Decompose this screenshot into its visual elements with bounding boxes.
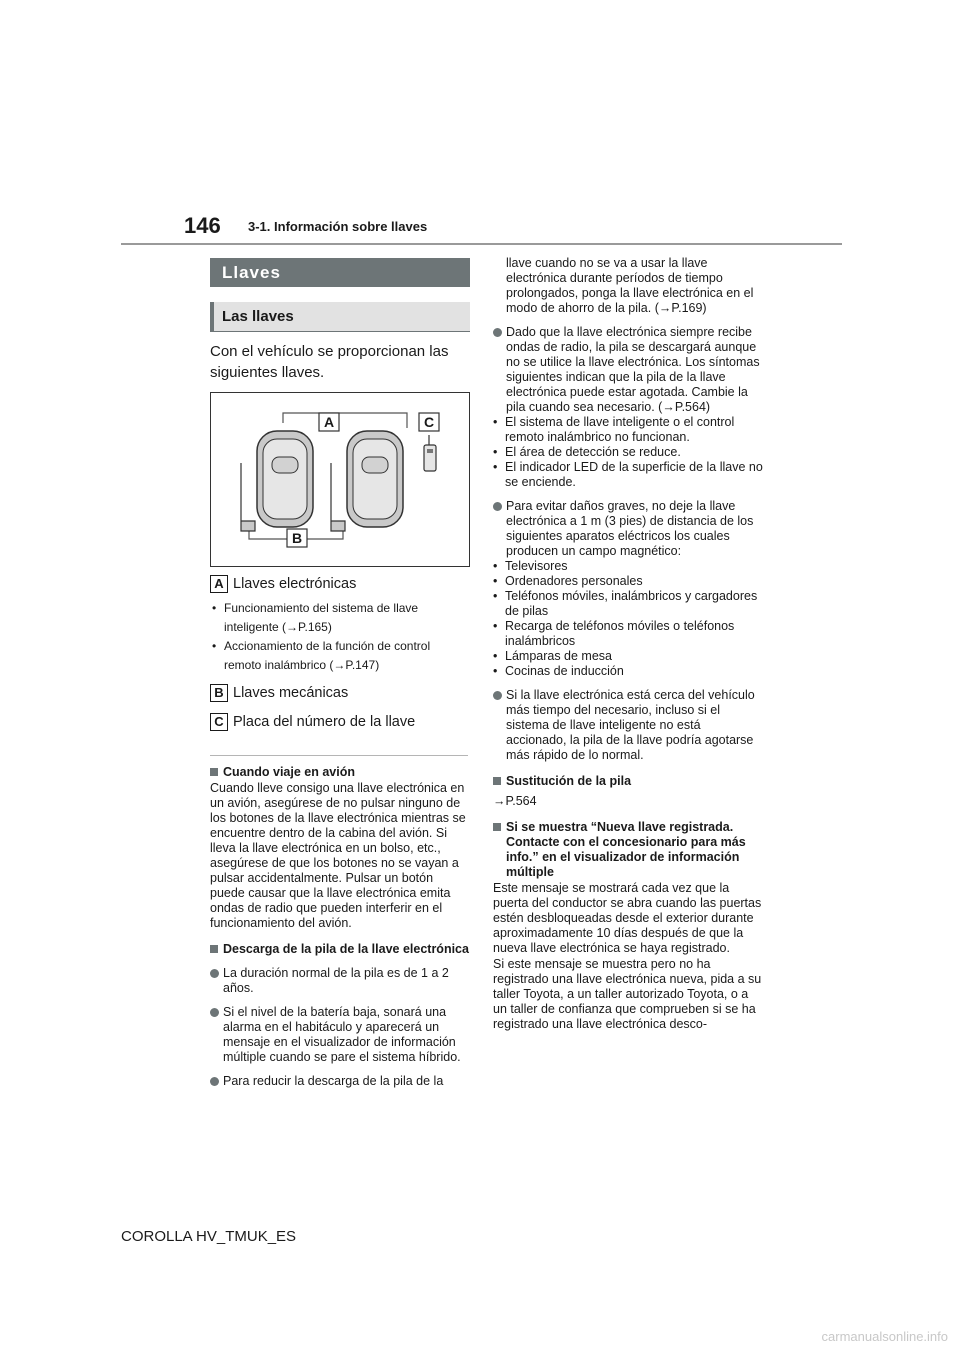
message-heading: Si se muestra “Nueva llave registrada. Contacte con el concesionario para más info.” en el visualizador de información múltiple — [493, 820, 763, 880]
list-item: • El área de detección se reduce. — [493, 445, 681, 459]
battery-bullet-1: La duración normal de la pila es de 1 a 2 años. — [210, 966, 470, 996]
legend-a-item-text: Accionamiento de la función de control remoto inalámbrico ( — [224, 639, 431, 672]
airplane-section — [210, 765, 470, 1089]
list-item: • Ordenadores personales — [493, 574, 643, 588]
circle-bullet-icon — [493, 691, 502, 700]
replace-xref[interactable]: →P.564 — [493, 794, 537, 808]
keys-drawing — [211, 393, 469, 566]
replace-heading: Sustitución de la pila — [493, 774, 763, 789]
label-b: B — [291, 530, 303, 546]
xref-link[interactable]: →P.165 — [286, 620, 328, 634]
page-number: 146 — [184, 213, 221, 238]
list-item: • Lámparas de mesa — [493, 649, 613, 663]
battery-bullet-5: Para evitar daños graves, no deje la llave electrónica a 1 m (3 pies) de distancia de los siguientes aparatos eléctricos los cuales producen un campo magnético: — [493, 499, 763, 559]
circle-bullet-icon — [210, 1008, 219, 1017]
circle-bullet-icon — [210, 1077, 219, 1086]
circle-bullet-icon — [493, 328, 502, 337]
list-item: • El sistema de llave inteligente o el control remoto inalámbrico no funcionan. — [493, 415, 735, 444]
label-a: A — [323, 414, 335, 430]
circle-bullet-icon — [493, 502, 502, 511]
legend-c-letter: C — [210, 713, 228, 731]
left-column — [210, 258, 470, 1089]
legend-a-details — [212, 599, 470, 675]
battery-continued-text: llave cuando no se va a usar la llave electrónica durante períodos de tiempo prolongados, ponga la llave electrónica en el modo de ahorro de la pila. (→P.169) — [506, 256, 754, 315]
list-item: • Televisores — [493, 559, 568, 573]
electronic-key-1 — [241, 431, 313, 531]
header-rule — [121, 243, 842, 245]
key-number-plate — [424, 435, 436, 471]
footer-model: COROLLA HV_TMUK_ES — [121, 1228, 297, 1245]
square-bullet-icon — [493, 823, 501, 831]
list-item: • Cocinas de inducción — [493, 664, 624, 678]
legend-a — [210, 575, 470, 593]
airplane-heading: Cuando viaje en avión — [210, 765, 470, 780]
xref-link[interactable]: →P.147 — [333, 658, 376, 672]
battery-bullet-4: Dado que la llave electrónica siempre recibe ondas de radio, la pila se descargará aunque no se utilice la llave electrónica. Los síntomas siguientes indican que la pila de la llave electrónica puede estar agotada. Cambie la pila cuando sea necesario. (→P.564) — [493, 325, 763, 415]
legend-a-letter: A — [210, 575, 228, 593]
legend-b-text: Llaves mecánicas — [233, 685, 349, 701]
legend-a-item: • Funcionamiento del sistema de llave inteligente (→P.165) — [212, 601, 419, 634]
list-item: • Recarga de teléfonos móviles o teléfonos inalámbricos — [493, 619, 735, 648]
battery-heading: Descarga de la pila de la llave electrónica — [210, 942, 470, 957]
square-bullet-icon — [210, 768, 218, 776]
label-c: C — [423, 414, 435, 430]
chapter-band: Llaves — [210, 258, 470, 287]
legend-a-item-text: Funcionamiento del sistema de llave inteligente ( — [224, 601, 419, 634]
appliance-list — [493, 559, 763, 679]
square-bullet-icon — [210, 945, 218, 953]
legend-b — [210, 684, 470, 702]
intro-text: Con el vehículo se proporcionan las siguientes llaves. — [210, 343, 449, 381]
battery-bullet-6: Si la llave electrónica está cerca del vehículo más tiempo del necesario, incluso si el sistema de llave inteligente no está accionado, la pila de la llave podría agotarse más rápido de lo normal. — [493, 688, 763, 763]
legend-c-text: Placa del número de la llave — [233, 714, 416, 730]
list-item: • El indicador LED de la superficie de la llave no se enciende. — [493, 460, 763, 489]
subsection-band: Las llaves — [210, 302, 470, 332]
section-title: 3-1. Información sobre llaves — [248, 219, 428, 234]
legend-c — [210, 713, 470, 731]
circle-bullet-icon — [210, 969, 219, 978]
list-item: • Teléfonos móviles, inalámbricos y cargadores de pilas — [493, 589, 758, 618]
battery-bullet-2: Si el nivel de la batería baja, sonará una alarma en el habitáculo y aparecerá un mensaje en el visualizador de información múltiple cuando se pare el sistema híbrido. — [210, 1005, 470, 1065]
message-text-2: Si este mensaje se muestra pero no ha registrado una llave electrónica nueva, pida a su taller Toyota, a un taller autorizado Toyota, o a un taller de confianza que comprueben si se ha registrado una llave electrónica desco- — [493, 957, 762, 1031]
section-divider — [210, 755, 468, 756]
legend-a-text: Llaves electrónicas — [233, 576, 357, 592]
square-bullet-icon — [493, 777, 501, 785]
legend-a-item: • Accionamiento de la función de control remoto inalámbrico (→P.147) — [212, 639, 431, 672]
battery-bullet-3: Para reducir la descarga de la pila de la — [210, 1074, 470, 1089]
message-text-1: Este mensaje se mostrará cada vez que la puerta del conductor se abra cuando las puertas estén desbloqueadas desde el exterior durante aproximadamente 10 días después de que la nueva llave electrónica se haya registrado. — [493, 881, 762, 955]
watermark: carmanualsonline.info — [821, 1329, 948, 1344]
airplane-text: Cuando lleve consigo una llave electrónica en un avión, asegúrese de no pulsar ninguno de los botones de la llave electrónica mientras se encuentre dentro de la cabina del avión. Si lleva la llave electrónica en un bolso, etc., asegúrese de que los botones no se vayan a pulsar accidentalmente. Pulsar un botón puede causar que la llave electrónica emita ondas de radio que pueden interferir en el funcionamiento del avión. — [210, 781, 466, 930]
legend-a-item-tail: ) — [375, 658, 380, 672]
legend-b-letter: B — [210, 684, 228, 702]
legend-a-item-tail: ) — [327, 620, 332, 634]
label-a-connector — [283, 413, 407, 428]
keys-illustration — [210, 392, 470, 567]
symptom-list — [493, 415, 763, 490]
right-column — [493, 256, 763, 1032]
electronic-key-2 — [331, 431, 403, 531]
